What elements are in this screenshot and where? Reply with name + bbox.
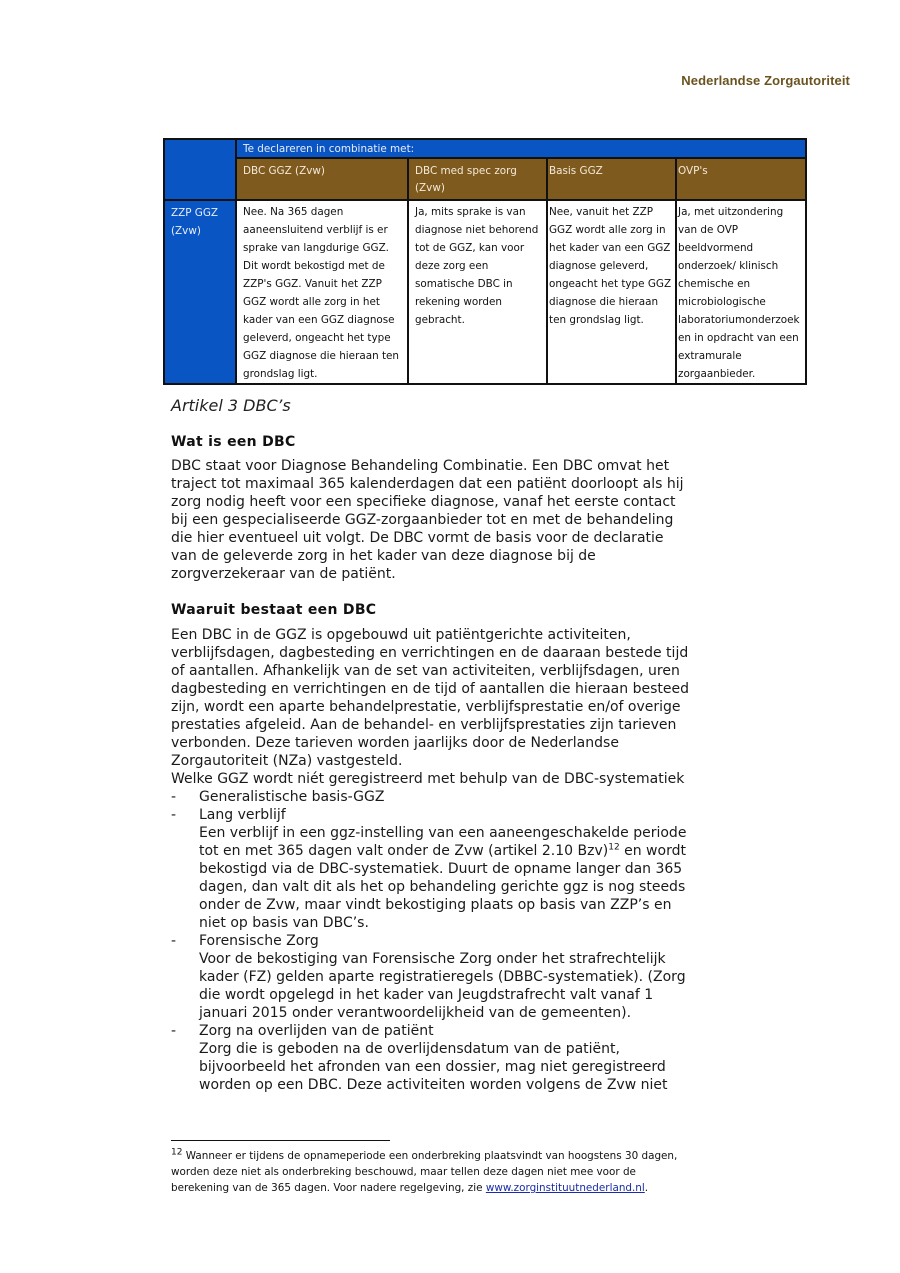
table-group-header: Te declareren in combinatie met:	[236, 139, 806, 158]
list-dash: -	[171, 807, 177, 823]
section-body-waaruit-bestaat	[171, 626, 691, 788]
list-item	[171, 1022, 691, 1094]
list-item-text: Zorg die is geboden na de overlijdensdatum van de patiënt, bijvoorbeeld het afronden van een dossier, mag niet geregistreerd worden op een DBC. Deze activiteiten worden volgens de Zvw niet	[199, 1041, 668, 1093]
list-item-title: Zorg na overlijden van de patiënt	[199, 1023, 434, 1039]
footnote	[171, 1148, 691, 1196]
declaration-combination-table	[163, 138, 807, 385]
table-row	[164, 200, 806, 384]
list-item-text	[199, 824, 691, 932]
footnote-reference[interactable]: 12	[608, 842, 620, 853]
table-cell-ovps: Ja, met uitzondering van de OVP beeldvormend onderzoek/ klinisch chemische en microbiologische laboratoriumonderzoek en in opdracht van een extramurale zorgaanbieder.	[676, 200, 806, 384]
list-dash: -	[171, 933, 177, 949]
column-header-basis-ggz: Basis GGZ	[547, 158, 676, 200]
list-item-title: Generalistische basis-GGZ	[199, 789, 385, 805]
list-item-text: Voor de bekostiging van Forensische Zorg onder het strafrechtelijk kader (FZ) gelden aparte registratieregels (DBBC-systematiek). (Zorg die wordt opgelegd in het kader van Jeugdstrafrecht valt vanaf 1 januari 2015 onder verantwoordelijkheid van de gemeenten).	[199, 951, 686, 1021]
row-header-zzp-ggz: ZZP GGZ (Zvw)	[164, 200, 236, 384]
organization-header: Nederlandse Zorgautoriteit	[681, 73, 850, 88]
paragraph: Een DBC in de GGZ is opgebouwd uit patiëntgerichte activiteiten, verblijfsdagen, dagbesteding en verrichtingen en de daaraan bestede tijd of aantallen. Afhankelijk van de set van activiteiten, verblijfsdagen, uren dagbesteding en verrichtingen en de tijd of aantallen die hieraan besteed zijn, wordt een aparte behandelprestatie, verblijfsprestatie en/of overige prestaties afgeleid. Aan de behandel- en verblijfsprestaties zijn tarieven verbonden. Deze tarieven worden jaarlijks door de Nederlandse Zorgautoriteit (NZa) vastgesteld.	[171, 627, 689, 769]
list-intro: Welke GGZ wordt niét geregistreerd met behulp van de DBC-systematiek	[171, 771, 685, 787]
exclusion-list	[171, 788, 691, 1094]
section-heading-waaruit-bestaat: Waaruit bestaat een DBC	[171, 602, 377, 618]
table-column-header-row	[164, 158, 806, 200]
list-item-text-part: en wordt bekostigd via de DBC-systematiek. Duurt de opname langer dan 365 dagen, dan valt dit als het op behandeling gerichte ggz is nog steeds onder de Zvw, maar vindt bekostiging plaats op basis van ZZP’s en niet op basis van DBC’s.	[199, 843, 686, 931]
table-cell-dbc-med-spec: Ja, mits sprake is van diagnose niet behorend tot de GGZ, kan voor deze zorg een somatische DBC in rekening worden gebracht.	[408, 200, 547, 384]
list-item-title: Lang verblijf	[199, 807, 286, 823]
footnote-text: Wanneer er tijdens de opnameperiode een onderbreking plaatsvindt van hoogstens 30 dagen, worden deze niet als onderbreking beschouwd, maar tellen deze dagen niet mee voor de berekening van de 365 dagen. Voor nadere regelgeving, zie	[171, 1150, 678, 1194]
list-item-title: Forensische Zorg	[199, 933, 319, 949]
section-body-wat-is-een-dbc	[171, 457, 691, 583]
article-title: Artikel 3 DBC’s	[171, 396, 291, 415]
list-dash: -	[171, 1023, 177, 1039]
list-item	[171, 932, 691, 1022]
list-item	[171, 788, 691, 806]
table-cell-dbc-ggz: Nee. Na 365 dagen aaneensluitend verblijf is er sprake van langdurige GGZ. Dit wordt bekostigd met de ZZP's GGZ. Vanuit het ZZP GGZ wordt alle zorg in het kader van een GGZ diagnose geleverd, ongeacht het type GGZ diagnose die hieraan ten grondslag ligt.	[236, 200, 408, 384]
column-header-ovps: OVP's	[676, 158, 806, 200]
column-header-dbc-med-spec: DBC med spec zorg (Zvw)	[408, 158, 547, 200]
column-header-dbc-ggz: DBC GGZ (Zvw)	[236, 158, 408, 200]
footnote-separator	[171, 1140, 390, 1141]
list-dash: -	[171, 789, 177, 805]
table-cell-basis-ggz: Nee, vanuit het ZZP GGZ wordt alle zorg in het kader van een GGZ diagnose geleverd, ongeacht het type GGZ diagnose die hieraan ten grondslag ligt.	[547, 200, 676, 384]
table-corner-cell	[164, 139, 236, 200]
table-group-header-row	[164, 139, 806, 158]
footnote-text-end: .	[644, 1182, 649, 1194]
section-heading-wat-is-een-dbc: Wat is een DBC	[171, 434, 296, 450]
footnote-link[interactable]: www.zorginstituutnederland.nl	[485, 1182, 645, 1194]
footnote-number: 12	[171, 1147, 183, 1158]
list-item	[171, 806, 691, 932]
list-item-text-part: Een verblijf in een ggz-instelling van een aaneengeschakelde periode tot en met 365 dagen valt onder de Zvw (artikel 2.10 Bzv)	[199, 825, 687, 859]
paragraph: DBC staat voor Diagnose Behandeling Combinatie. Een DBC omvat het traject tot maximaal 365 kalenderdagen dat een patiënt doorloopt als hij zorg nodig heeft voor een specifieke diagnose, vanaf het eerste contact bij een gespecialiseerde GGZ-zorgaanbieder tot en met de behandeling die hier eventueel uit volgt. De DBC vormt de basis voor de declaratie van de geleverde zorg in het kader van deze diagnose bij de zorgverzekeraar van de patiënt.	[171, 458, 684, 582]
